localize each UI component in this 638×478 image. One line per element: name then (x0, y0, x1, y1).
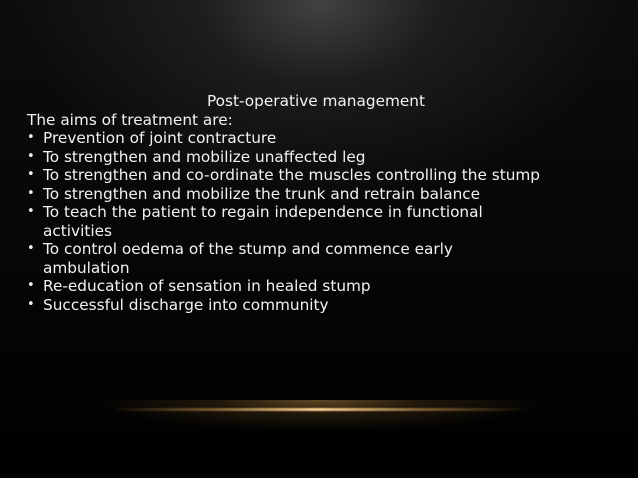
decorative-glow-line (110, 408, 528, 411)
list-item (27, 277, 543, 296)
slide-content (27, 92, 587, 314)
list-item-text: Successful discharge into community (43, 295, 329, 314)
list-item-text: Prevention of joint contracture (43, 129, 277, 147)
list-item (27, 296, 543, 315)
list-item (27, 203, 543, 240)
intro-text: The aims of treatment are: (27, 110, 233, 129)
list-item-text: To teach the patient to regain independence in functional activities (43, 203, 483, 240)
list-item (27, 166, 543, 185)
bullet-icon: • (27, 204, 35, 219)
list-item (27, 240, 543, 277)
bullet-icon: • (27, 148, 35, 164)
list-item-text: To control oedema of the stump and commence early ambulation (43, 240, 453, 277)
list-item (27, 148, 543, 167)
bullet-icon: • (27, 185, 35, 201)
list-item (27, 185, 543, 204)
list-item-text: To strengthen and co-ordinate the muscles controlling the stump (43, 166, 541, 184)
bullet-icon: • (27, 278, 35, 293)
slide-title: Post-operative management (207, 92, 425, 110)
bullet-icon: • (27, 167, 35, 182)
list-item-text: To strengthen and mobilize the trunk and retrain balance (43, 184, 481, 203)
aims-list (27, 129, 587, 314)
list-item (27, 129, 543, 148)
bullet-icon: • (27, 241, 35, 256)
list-item-text: Re-education of sensation in healed stump (43, 277, 371, 295)
list-item-text: To strengthen and mobilize unaffected leg (43, 147, 366, 166)
bullet-icon: • (27, 296, 35, 312)
bullet-icon: • (27, 130, 35, 145)
